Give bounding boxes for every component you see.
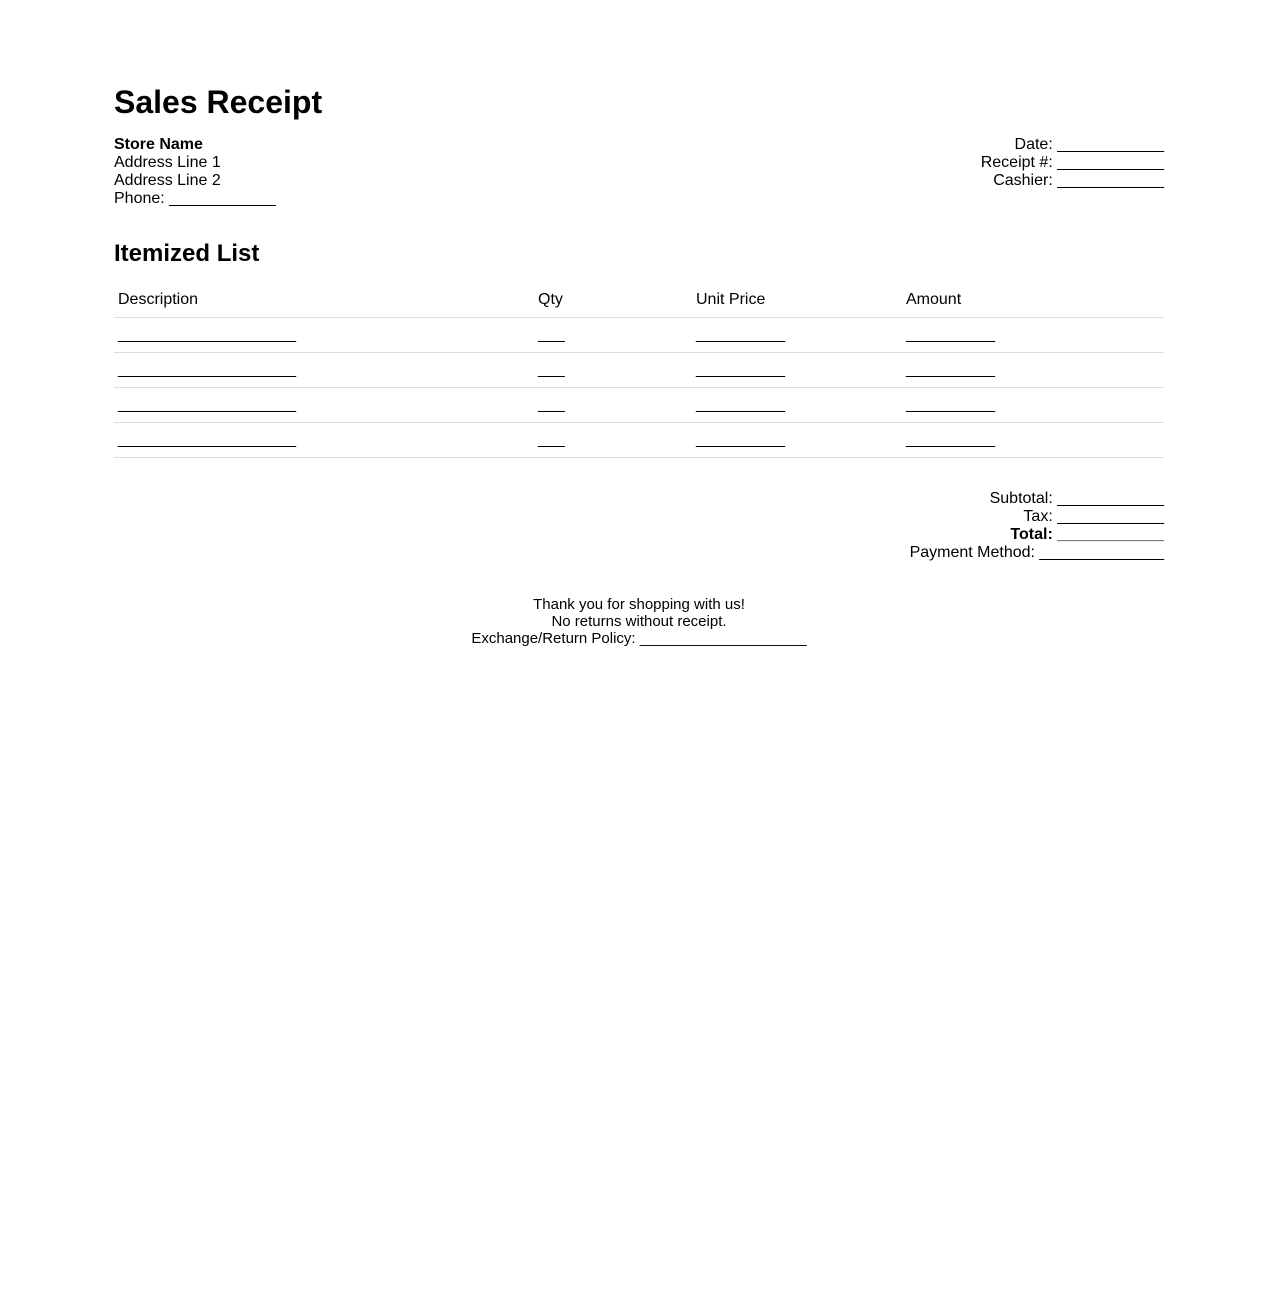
tax-field: [114, 508, 1164, 526]
cell: __________: [692, 318, 902, 353]
cell: ____________________: [114, 353, 534, 388]
thanks-text: Thank you for shopping with us!: [533, 596, 745, 613]
phone-field: [114, 190, 276, 208]
table-row: [114, 353, 1164, 388]
itemized-heading: Itemized List: [114, 240, 260, 267]
cell: ___: [534, 353, 692, 388]
address-line-2: Address Line 2: [114, 172, 221, 189]
receipt-number-field: [981, 154, 1164, 172]
payment-method-field: [114, 544, 1164, 562]
store-info: [114, 136, 276, 208]
subtotal-blank: ____________: [1057, 490, 1164, 507]
receipt-number-blank: ____________: [1057, 154, 1164, 171]
payment-method-blank: ______________: [1039, 544, 1164, 561]
cashier-field: [981, 172, 1164, 190]
policy-blank: ____________________: [639, 630, 807, 647]
payment-method-label: Payment Method:: [909, 544, 1035, 561]
col-amount: Amount: [902, 282, 1164, 318]
cell: __________: [692, 423, 902, 458]
subtotal-label: Subtotal:: [989, 490, 1053, 507]
cell: ____________________: [114, 388, 534, 423]
receipt-meta: [981, 136, 1164, 208]
cashier-label: Cashier:: [993, 172, 1053, 189]
returns-text: No returns without receipt.: [551, 613, 727, 630]
cell: ___: [534, 423, 692, 458]
col-unit-price: Unit Price: [692, 282, 902, 318]
cell: ___: [534, 318, 692, 353]
cell: __________: [902, 318, 1164, 353]
footer: [114, 596, 1164, 647]
items-table: [114, 282, 1164, 458]
tax-blank: ____________: [1057, 508, 1164, 525]
total-field: [114, 526, 1164, 544]
store-name: Store Name: [114, 136, 203, 153]
cell: ____________________: [114, 423, 534, 458]
date-blank: ____________: [1057, 136, 1164, 153]
cashier-blank: ____________: [1057, 172, 1164, 189]
policy-label: Exchange/Return Policy:: [471, 630, 636, 647]
cell: __________: [902, 388, 1164, 423]
cell: __________: [902, 353, 1164, 388]
total-label: Total:: [1010, 526, 1053, 543]
totals-section: [114, 490, 1164, 562]
table-row: [114, 423, 1164, 458]
cell: ___: [534, 388, 692, 423]
phone-label: Phone:: [114, 190, 165, 207]
subtotal-field: [114, 490, 1164, 508]
date-label: Date:: [1014, 136, 1053, 153]
table-row: [114, 318, 1164, 353]
col-qty: Qty: [534, 282, 692, 318]
policy-field: [114, 630, 1164, 647]
receipt-number-label: Receipt #:: [980, 154, 1053, 171]
total-blank: ____________: [1057, 526, 1164, 543]
address-line-1: Address Line 1: [114, 154, 221, 171]
table-row: [114, 388, 1164, 423]
cell: __________: [902, 423, 1164, 458]
col-description: Description: [114, 282, 534, 318]
phone-blank: ____________: [169, 190, 276, 207]
tax-label: Tax:: [1023, 508, 1053, 525]
cell: ____________________: [114, 318, 534, 353]
page-title: Sales Receipt: [114, 84, 323, 120]
cell: __________: [692, 388, 902, 423]
cell: __________: [692, 353, 902, 388]
date-field: [981, 136, 1164, 154]
